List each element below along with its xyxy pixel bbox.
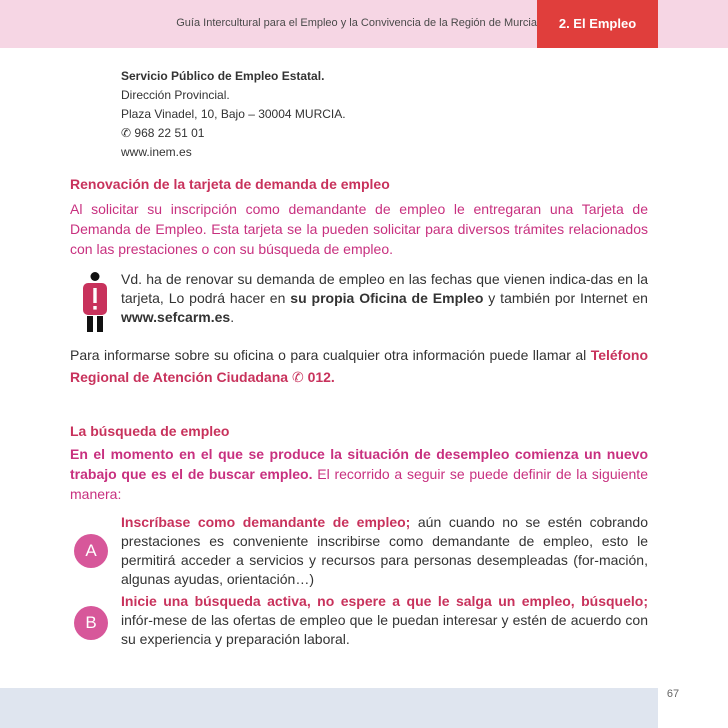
section-title-busqueda: La búsqueda de empleo — [70, 423, 230, 439]
running-title: Guía Intercultural para el Empleo y la Convivencia de la Región de Murcia — [176, 17, 537, 29]
info-paragraph: Para informarse sobre su oficina o para cualquier otra información puede llamar al Teléfono Regional de Atención Ciudadana ✆ 012. — [70, 347, 648, 385]
notice-office-bold: su propia Oficina de Empleo — [290, 290, 484, 306]
renewal-notice: Vd. ha de renovar su demanda de empleo en las fechas que vienen indica-das en la tarjeta, Lo podrá hacer en su propia Oficina de Empleo y también por Internet en www.sefcarm.es. — [121, 271, 648, 325]
address-street: Plaza Vinadel, 10, Bajo – 30004 MURCIA. — [121, 107, 346, 121]
phone-icon: ✆ — [291, 369, 304, 385]
step-b-badge: B — [74, 606, 108, 640]
section1-body: Al solicitar su inscripción como demandante de empleo le entregaran una Tarjeta de Demanda de Empleo. Esta tarjeta se la pueden solicitar para diversos trámites relacionados con las prestaciones o con su búsqueda de empleo. — [70, 201, 648, 257]
address-phone: 968 22 51 01 — [134, 126, 205, 140]
exclamation-person-icon — [83, 272, 107, 332]
chapter-tab: 2. El Empleo — [537, 0, 658, 48]
address-org: Servicio Público de Empleo Estatal. — [121, 69, 325, 83]
address-phone-line — [121, 124, 346, 143]
step-a-text: Inscríbase como demandante de empleo; aún cuando no se estén cobrando prestaciones es conveniente inscribirse como demandante de empleo, esto le permitirá acceder a servicios y recursos para personas desempleadas (for-mación, algunas ayudas, orientación…) — [121, 514, 648, 587]
regional-phone-label: Teléfono Regional de Atención Ciudadana — [70, 347, 648, 385]
notice-web-link[interactable]: www.sefcarm.es — [121, 309, 231, 325]
address-office: Dirección Provincial. — [121, 88, 230, 102]
step-b-bold: Inicie una búsqueda activa, no espere a que le salga un empleo, búsquelo; — [121, 593, 648, 609]
section2-intro: En el momento en el que se produce la situación de desempleo comienza un nuevo trabajo que es el de buscar empleo. El recorrido a seguir se puede definir de la siguiente manera: — [70, 446, 648, 502]
section-title-renovacion: Renovación de la tarjeta de demanda de empleo — [70, 176, 390, 192]
step-b-text: Inicie una búsqueda activa, no espere a que le salga un empleo, búsquelo; infór-mese de las ofertas de empleo que le puedan interesar y estén de acuerdo con su experiencia y preparación laboral. — [121, 593, 648, 647]
step-a-bold: Inscríbase como demandante de empleo; — [121, 514, 411, 530]
page-number: 67 — [658, 686, 688, 728]
address-block — [121, 67, 346, 162]
address-web[interactable]: www.inem.es — [121, 145, 192, 159]
footer-bar — [0, 688, 658, 728]
section2-intro-bold: En el momento en el que se produce la situación de desempleo comienza un nuevo trabajo que es el de buscar empleo. — [70, 446, 648, 482]
phone-icon: ✆ — [121, 126, 132, 140]
step-a-badge: A — [74, 534, 108, 568]
page-header — [0, 0, 728, 48]
regional-phone-number: 012. — [307, 369, 335, 385]
